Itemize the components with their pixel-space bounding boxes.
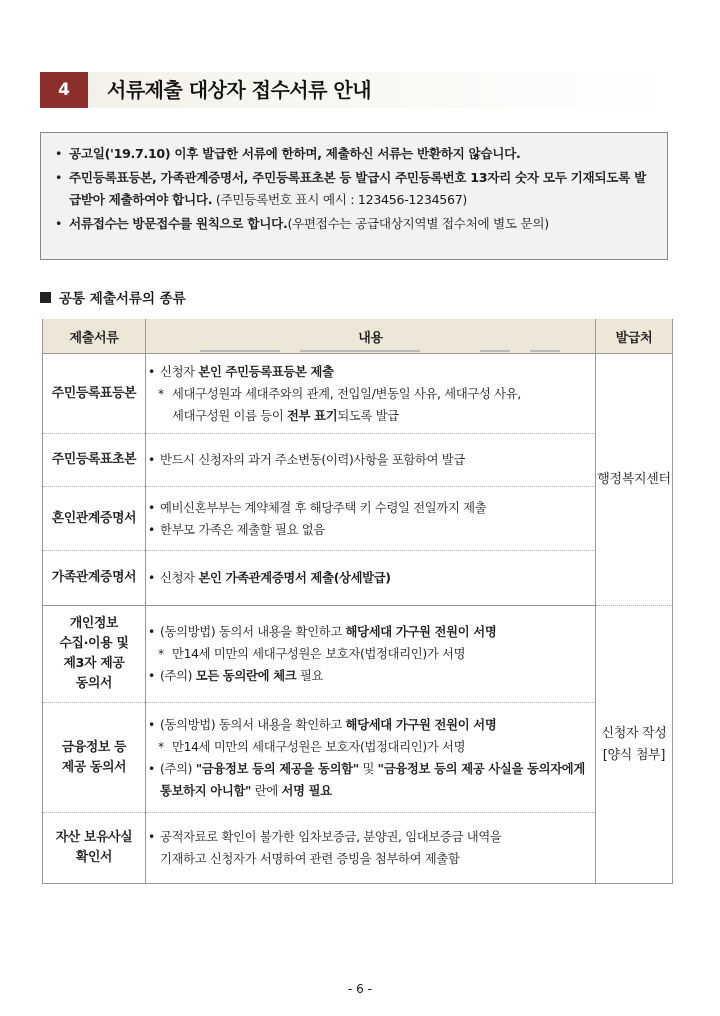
- scan-dash: [480, 350, 510, 352]
- page-number: - 6 -: [348, 982, 372, 996]
- doc-name: 혼인관계증명서: [43, 487, 146, 551]
- table-row: [43, 354, 673, 434]
- notice-item-example: (주민등록번호 표시 예시 : 123456-1234567): [212, 192, 468, 207]
- header-issuer: 발급처: [596, 319, 673, 354]
- table-row: [43, 487, 673, 551]
- scan-dash: [530, 350, 560, 352]
- doc-content: • (동의방법) 동의서 내용을 확인하고 해당세대 가구원 전원이 서명 * 만14세 미만의 세대구성원은 보호자(법정대리인)가 서명 • (주의) "금융정보 등의 제공을 동의함" 및 "금융정보 등의 제공 사실을 동의자에게 통보하지 아니함" 란에 서명 필요: [146, 703, 596, 813]
- square-bullet-icon: [40, 292, 51, 303]
- notice-item-text: 공고일('19.7.10) 이후 발급한 서류에 한하며, 제출하신 서류는 반환하지 않습니다.: [69, 146, 521, 161]
- table-row: [43, 434, 673, 487]
- subheading: [40, 287, 186, 307]
- notice-item-text: 주민등록표등본, 가족관계증명서, 주민등록표초본 등 발급시 주민등록번호 13자리 숫자 모두 기재되도록 발급받아 제출하여야 합니다.: [69, 170, 646, 207]
- table-row: [43, 813, 673, 884]
- doc-name: 금융정보 등 제공 동의서: [43, 703, 146, 813]
- table-header-row: [43, 319, 673, 354]
- documents-table: [42, 319, 673, 884]
- scan-dash: [200, 350, 280, 352]
- doc-content: • (동의방법) 동의서 내용을 확인하고 해당세대 가구원 전원이 서명 * 만14세 미만의 세대구성원은 보호자(법정대리인)가 서명 • (주의) 모든 동의란에 체크 필요: [146, 606, 596, 703]
- doc-name: 주민등록표초본: [43, 434, 146, 487]
- header-content: 내용: [146, 319, 596, 354]
- doc-content: • 공적자료로 확인이 불가한 임차보증금, 분양권, 임대보증금 내역을 기재하고 신청자가 서명하여 관련 증빙을 첨부하여 제출함: [146, 813, 596, 884]
- doc-name: 자산 보유사실 확인서: [43, 813, 146, 884]
- doc-name: 가족관계증명서: [43, 551, 146, 606]
- notice-box: [40, 132, 668, 260]
- doc-content: • 신청자 본인 주민등록표등본 제출 * 세대구성원과 세대주와의 관계, 전입일/변동일 사유, 세대구성 사유, 세대구성원 이름 등이 전부 표기되도록 발급: [146, 354, 596, 434]
- subheading-text: 공통 제출서류의 종류: [59, 291, 186, 307]
- table-row: [43, 551, 673, 606]
- issuer-cell: 신청자 작성 [양식 첨부]: [596, 606, 673, 884]
- table-row: [43, 703, 673, 813]
- table-row: [43, 606, 673, 703]
- notice-item: • 주민등록표등본, 가족관계증명서, 주민등록표초본 등 발급시 주민등록번호 13자리 숫자 모두 기재되도록 발급받아 제출하여야 합니다. (주민등록번호 표시 예시 : 123456-1234567): [55, 170, 646, 207]
- notice-item-note: (우편접수는 공급대상지역별 접수처에 별도 문의): [287, 216, 549, 231]
- doc-content: • 반드시 신청자의 과거 주소변동(이력)사항을 포함하여 발급: [146, 434, 596, 487]
- doc-content: • 신청자 본인 가족관계증명서 제출(상세발급): [146, 551, 596, 606]
- notice-item: • 서류접수는 방문접수를 원칙으로 합니다.(우편접수는 공급대상지역별 접수처에 별도 문의): [55, 216, 549, 231]
- notice-item-text: 서류접수는 방문접수를 원칙으로 합니다.: [69, 216, 288, 231]
- section-number: 4: [40, 72, 88, 108]
- section-title: 서류제출 대상자 접수서류 안내: [107, 78, 372, 102]
- doc-name: 개인정보 수집·이용 및 제3자 제공 동의서: [43, 606, 146, 703]
- header-doc: 제출서류: [43, 319, 146, 354]
- doc-name: 주민등록표등본: [43, 354, 146, 434]
- section-header: [40, 72, 672, 108]
- notice-item: • 공고일('19.7.10) 이후 발급한 서류에 한하며, 제출하신 서류는 반환하지 않습니다.: [55, 146, 521, 161]
- issuer-cell: 행정복지센터: [596, 354, 673, 606]
- scan-dash: [300, 350, 420, 352]
- doc-content: • 예비신혼부부는 계약체결 후 해당주택 키 수령일 전일까지 제출 • 한부모 가족은 제출할 필요 없음: [146, 487, 596, 551]
